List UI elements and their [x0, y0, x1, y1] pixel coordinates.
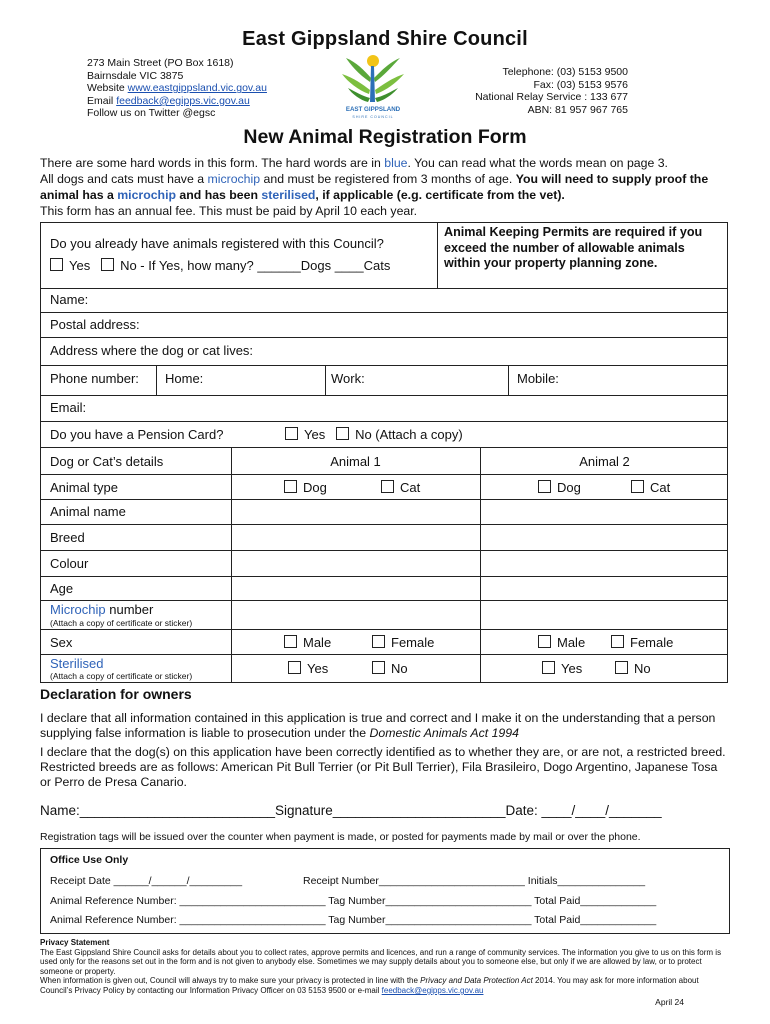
animal-ref-1-field[interactable]: Animal Reference Number: _________________________ Tag Number_________________________ Total Paid_____________ [50, 895, 657, 907]
form-title: New Animal Registration Form [243, 126, 527, 148]
council-name: East Gippsland Shire Council [242, 28, 528, 50]
address-line: 273 Main Street (PO Box 1618) [87, 57, 234, 69]
declaration-text [40, 711, 730, 794]
email-row: Email feedback@egipps.vic.gov.au [87, 94, 250, 107]
animal1-female-checkbox[interactable] [372, 635, 385, 648]
animal1-sterilised-yes-checkbox[interactable] [288, 661, 301, 674]
microchip-attach-note: (Attach a copy of certificate or sticker) [50, 618, 193, 628]
pension-row: Do you have a Pension Card? Yes No (Attach a copy) [40, 422, 728, 448]
existing-yes-checkbox[interactable] [50, 258, 63, 271]
animal-type-row: Animal type Dog Cat Dog Cat [40, 475, 728, 500]
existing-animals-box [40, 222, 728, 289]
logo-text: EAST GIPPSLAND [345, 106, 401, 113]
footer-date: April 24 [655, 997, 684, 1007]
council-logo [338, 52, 408, 120]
intro-text [40, 155, 730, 219]
name-label: Name: [50, 292, 89, 307]
colour-row[interactable] [40, 551, 728, 577]
animal1-sterilised-no-checkbox[interactable] [372, 661, 385, 674]
privacy-para: The East Gippsland Shire Council asks for details about you to collect rates, approve permits and licences, and run a range of community services. The information you give to us on this form is used only for the reasons set out in the form and is not given to anybody else. Sometimes we may supply details about you to someone else, but only if we are allowed by law, or to protect someone or property. [40, 947, 722, 976]
sex-label: Sex [50, 635, 73, 650]
email-label: Email: [50, 400, 87, 415]
animal-header-row [40, 448, 728, 475]
address-label: Address where the dog or cat lives: [50, 343, 254, 358]
privacy-email-link[interactable]: feedback@egipps.vic.gov.au [381, 985, 484, 995]
sterilised-row: Sterilised (Attach a copy of certificate or sticker) Yes No Yes No [40, 655, 728, 683]
pension-no-checkbox[interactable] [336, 427, 349, 440]
fax: Fax: (03) 5153 9576 [533, 78, 628, 91]
declaration-heading: Declaration for owners [40, 686, 192, 702]
colour-label: Colour [50, 556, 89, 571]
permit-note: Animal Keeping Permits are required if you exceed the number of allowable animals within your property planning zone. [444, 225, 703, 270]
registration-tags-note: Registration tags will be issued over the counter when payment is made, or posted for payments made by mail or over the phone. [40, 831, 641, 843]
work-phone-field[interactable]: Work: [331, 371, 365, 386]
office-use-heading: Office Use Only [50, 854, 129, 866]
name-row[interactable] [40, 288, 728, 313]
mobile-phone-field[interactable]: Mobile: [517, 371, 559, 386]
privacy-heading: Privacy Statement [40, 938, 110, 947]
animal2-cat-checkbox[interactable] [631, 480, 644, 493]
animal-type-label: Animal type [50, 480, 118, 495]
animal1-male-checkbox[interactable] [284, 635, 297, 648]
intro-para: All dogs and cats must have a microchip and must be registered from 3 months of age. You will need to supply proof the animal has a microchip and has been sterilised, if applicable (e.g. certificate from the vet). [40, 172, 709, 202]
privacy-para: When information is given out, Council will always try to make sure your privacy is protected in line with the Privacy and Data Protection Act 2014. You may ask for more information about Council’s Privacy Policy by contacting our Information Privacy Officer on 03 5153 9500 or e-mail feedback@egipps.vic.gov.au [40, 976, 699, 995]
breed-row[interactable] [40, 525, 728, 551]
address-line: Bairnsdale VIC 3875 [87, 69, 184, 82]
email-link[interactable]: feedback@egipps.vic.gov.au [116, 94, 250, 107]
animal-ref-2-field[interactable]: Animal Reference Number: _________________________ Tag Number_________________________ Total Paid_____________ [50, 914, 657, 926]
council-address [87, 57, 267, 120]
address-row[interactable] [40, 338, 728, 366]
age-label: Age [50, 581, 74, 596]
phone-label: Phone number: [50, 371, 139, 386]
postal-row[interactable] [40, 313, 728, 338]
sterilised-label: Sterilised [50, 656, 104, 671]
email-row-field[interactable] [40, 396, 728, 422]
office-use-box [40, 848, 730, 934]
telephone: Telephone: (03) 5153 9500 [502, 66, 628, 78]
website-row: Website www.eastgippsland.vic.gov.au [87, 82, 267, 95]
animal2-heading: Animal 2 [579, 454, 630, 469]
animal-name-label: Animal name [50, 504, 126, 519]
pension-label: Do you have a Pension Card? [50, 427, 224, 442]
animal2-male-checkbox[interactable] [538, 635, 551, 648]
declaration-para: I declare that all information contained in this application is true and correct and I make it on the understanding that a person supplying false information is liable to prosecution under the Domestic Animals Act 1994 [40, 711, 716, 740]
sex-row: Sex Male Female Male Female [40, 630, 728, 655]
details-label: Dog or Cat’s details [50, 454, 164, 469]
animal2-sterilised-no-checkbox[interactable] [615, 661, 628, 674]
animal1-heading: Animal 1 [330, 454, 381, 469]
website-link[interactable]: www.eastgippsland.vic.gov.au [127, 82, 267, 95]
animal2-female-checkbox[interactable] [611, 635, 624, 648]
privacy-statement [40, 938, 730, 996]
relay-service: National Relay Service : 133 677 [475, 91, 628, 104]
phone-row [40, 366, 728, 396]
abn: ABN: 81 957 967 765 [527, 103, 628, 116]
signature-line[interactable]: Name:__________________________Signature_______________________Date: ____/____/_______ [40, 803, 662, 818]
logo-subtext: SHIRE COUNCIL [352, 115, 394, 119]
pension-yes-checkbox[interactable] [285, 427, 298, 440]
animal1-cat-checkbox[interactable] [381, 480, 394, 493]
declaration-para: I declare that the dog(s) on this application have been correctly identified as to whether they are, or are not, a restricted breed. Restricted breeds are as follows: American Pit Bull Terrier (or Pit Bull Terrier), Fila Brasileiro, Dogo Argentino, Japanese Tosa or Perro de Presa Canario. [40, 745, 726, 789]
microchip-row[interactable]: Microchip number (Attach a copy of certificate or sticker) [40, 601, 728, 630]
microchip-label: Microchip [50, 602, 106, 617]
breed-label: Breed [50, 530, 85, 545]
existing-question: Do you already have animals registered with this Council? [50, 236, 384, 251]
intro-para: There are some hard words in this form. The hard words are in blue. You can read what the words mean on page 3. [40, 156, 668, 170]
animal-name-row[interactable] [40, 500, 728, 525]
home-phone-field[interactable]: Home: [165, 371, 204, 386]
animal2-dog-checkbox[interactable] [538, 480, 551, 493]
twitter-line: Follow us on Twitter @egsc [87, 107, 216, 120]
receipt-number-field[interactable]: Receipt Number_________________________ Initials_______________ [303, 875, 646, 887]
intro-para: This form has an annual fee. This must be paid by April 10 each year. [40, 204, 418, 218]
existing-no-checkbox[interactable] [101, 258, 114, 271]
animal1-dog-checkbox[interactable] [284, 480, 297, 493]
council-contact [475, 66, 628, 116]
age-row[interactable] [40, 577, 728, 601]
animal2-sterilised-yes-checkbox[interactable] [542, 661, 555, 674]
existing-answer: Yes No - If Yes, how many? ______Dogs ____Cats [50, 258, 390, 273]
receipt-date-field[interactable]: Receipt Date ______/______/_________ [50, 875, 243, 887]
sterilised-attach-note: (Attach a copy of certificate or sticker) [50, 671, 193, 681]
postal-label: Postal address: [50, 317, 140, 332]
